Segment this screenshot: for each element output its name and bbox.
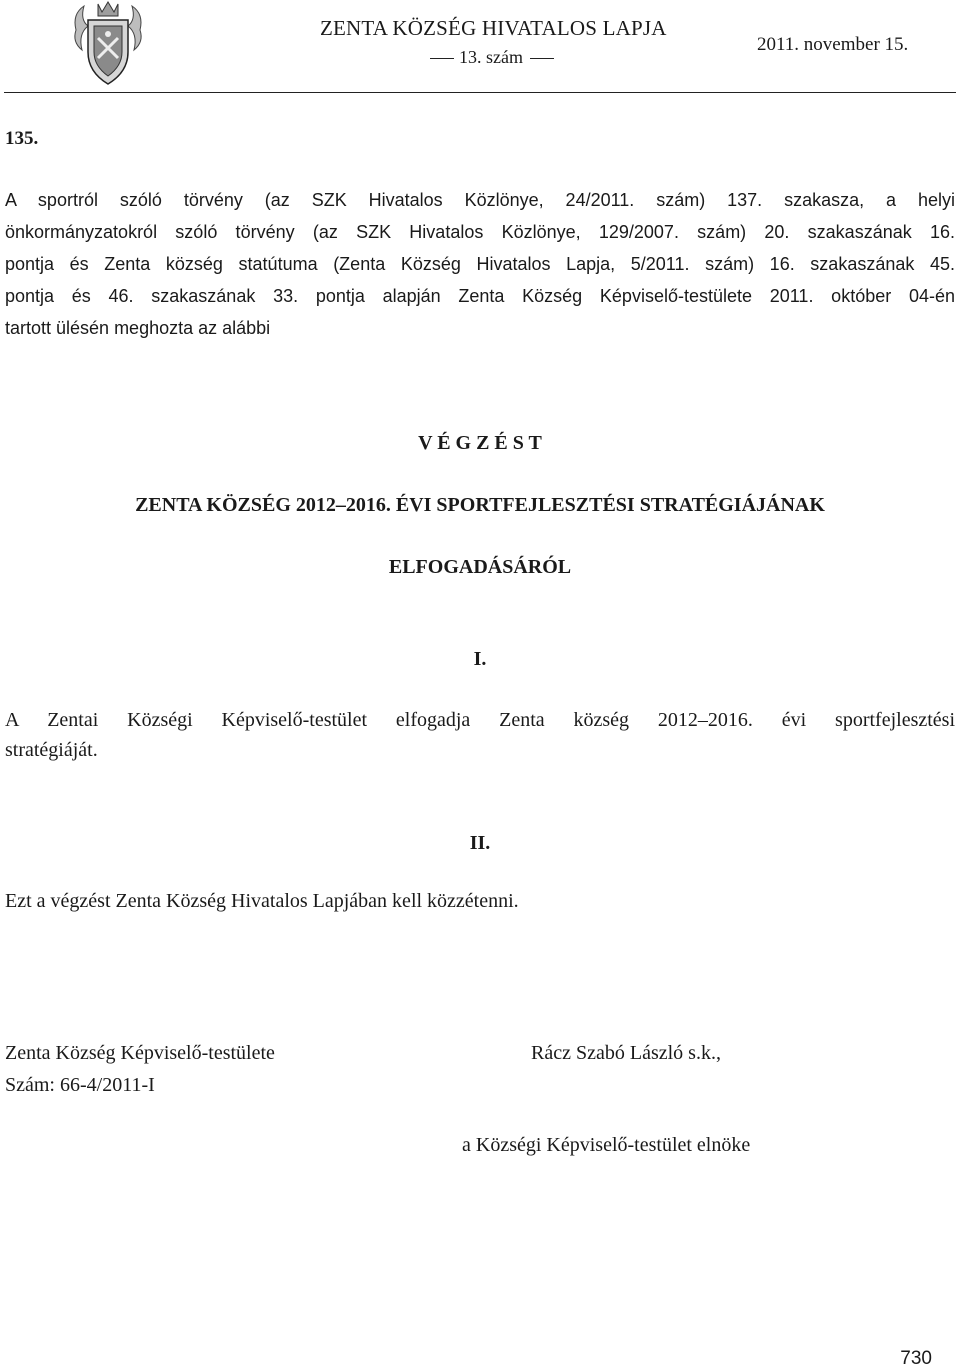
signatory-name: Rácz Szabó László s.k., [531, 1042, 721, 1064]
issue-number: 13. szám [430, 47, 554, 68]
gazette-title: ZENTA KÖZSÉG HIVATALOS LAPJA [320, 16, 667, 40]
decision-subtitle: ELFOGADÁSÁRÓL [388, 556, 572, 578]
preamble-line: tartott ülésén meghozta az alábbi [5, 318, 271, 338]
preamble-line: önkormányzatokról szóló törvény (az SZK Hivatalos Közlönye, 129/2007. szám) 20. szakaszának 16. [5, 222, 955, 242]
decision-title: ZENTA KÖZSÉG 2012–2016. ÉVI SPORTFEJLESZTÉSI STRATÉGIÁJÁNAK [135, 494, 825, 516]
section-1-text: stratégiáját. [5, 739, 98, 761]
reference-number: Szám: 66-4/2011-I [5, 1074, 155, 1096]
signatory-title: a Községi Képviselő-testület elnöke [462, 1134, 751, 1156]
section-heading-2: II. [469, 832, 491, 854]
page-number: 730 [900, 1348, 932, 1369]
decision-word: V É G Z É S T [418, 432, 542, 454]
preamble-line: pontja és Zenta község statútuma (Zenta Község Hivatalos Lapja, 5/2011. szám) 16. szakaszának 45. [5, 254, 955, 274]
preamble-line: A sportról szóló törvény (az SZK Hivatalos Közlönye, 24/2011. szám) 137. szakasza, a helyi [5, 190, 955, 210]
issuing-body: Zenta Község Képviselő-testülete [5, 1042, 275, 1064]
section-1-text: A Zentai Községi Képviselő-testület elfogadja Zenta község 2012–2016. évi sportfejlesztési [5, 709, 955, 731]
coat-of-arms-icon [70, 0, 146, 90]
issue-date: 2011. november 15. [757, 34, 909, 55]
section-heading-1: I. [473, 648, 487, 670]
header-divider [4, 92, 956, 93]
preamble-line: pontja és 46. szakaszának 33. pontja alapján Zenta Község Képviselő-testülete 2011. október 04-én [5, 286, 955, 306]
resolution-number: 135. [5, 128, 39, 149]
section-2-text: Ezt a végzést Zenta Község Hivatalos Lapjában kell közzétenni. [5, 890, 519, 912]
